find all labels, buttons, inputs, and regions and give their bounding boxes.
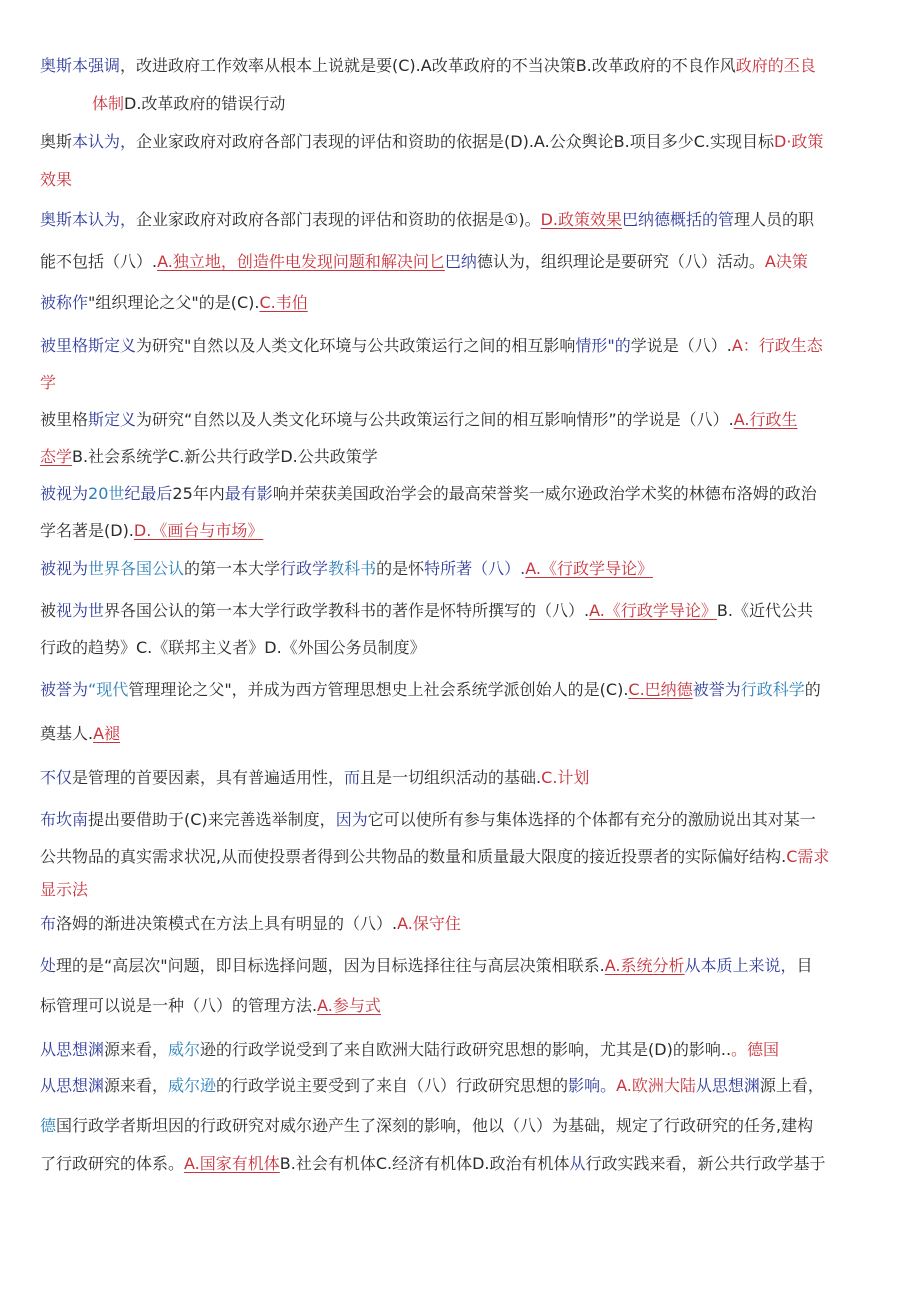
text-segment: 了行政研究的体系。	[40, 1154, 185, 1173]
text-segment: 从思想渊	[695, 1076, 760, 1095]
text-segment: 被誉为	[692, 680, 741, 699]
text-segment: 世界各国公认	[88, 559, 185, 578]
text-line	[40, 880, 885, 900]
text-segment: “现代	[88, 680, 129, 699]
text-segment: 体制	[92, 94, 125, 113]
text-segment: 源上看，	[759, 1076, 824, 1095]
text-segment: 威尔	[168, 1040, 201, 1059]
answer-highlight: A.系统分析	[604, 956, 685, 975]
text-segment: 学	[40, 373, 57, 392]
text-segment: 显示法	[40, 880, 89, 899]
answer-highlight: A.《行政学导论》	[525, 559, 653, 578]
text-line	[40, 336, 885, 356]
text-line	[40, 847, 885, 867]
text-segment: 布	[40, 914, 57, 933]
text-segment: C.计划	[541, 768, 590, 787]
text-segment: 行政实践来看，新公共行政学基于	[585, 1154, 826, 1173]
text-line	[40, 996, 885, 1016]
answer-highlight: A.独立地，创造件电发现问题和解决问匕	[157, 252, 445, 271]
text-line	[40, 1076, 885, 1096]
text-segment: 为研究"自然以及人类文化环境与公共政策运行之间的相互影响	[136, 336, 576, 355]
text-segment: 奠基人.	[40, 724, 94, 743]
text-line	[40, 768, 885, 788]
text-segment: 的行政学说主要受到了来自（八）行政研究思想的	[216, 1076, 569, 1095]
text-segment: 布坎南	[40, 810, 89, 829]
text-segment: 国行政学者斯坦因的行政研究对威尔逊产生了深刻的影响，他以（八）为基础，规定了行政研究的任务,建构	[56, 1116, 814, 1135]
text-segment: 视为世	[56, 601, 105, 620]
text-segment: 奥斯本认为，	[40, 210, 137, 229]
text-segment: 影响。	[568, 1076, 617, 1095]
text-segment: 。德国	[731, 1040, 780, 1059]
text-line	[40, 521, 885, 541]
text-segment: 的是怀	[376, 559, 425, 578]
text-line	[40, 252, 885, 272]
text-line	[40, 724, 885, 744]
text-segment: 管理理论之父"，并成为西方管理思想史上社会系统学派创始人的是(C).	[128, 680, 629, 699]
answer-highlight: A.国家有机体	[184, 1154, 280, 1173]
text-segment: 理的是“高层次"问题，即目标选择问题，因为目标选择往往与高层决策相联系.	[56, 956, 605, 975]
text-line	[40, 956, 885, 976]
text-segment: D·政策	[774, 132, 824, 151]
text-segment: 最有影	[224, 484, 273, 503]
text-segment: 理人员的职	[734, 210, 815, 229]
text-segment: A.欧洲大陆	[616, 1076, 696, 1095]
text-line	[40, 132, 885, 152]
text-line	[40, 447, 885, 467]
text-segment: 不仅	[40, 768, 73, 787]
text-line	[40, 170, 885, 190]
answer-highlight: A.行政生	[733, 410, 798, 429]
text-segment: 特所著（八）.	[424, 559, 526, 578]
answer-highlight: D.《画台与市场》	[133, 521, 264, 540]
text-segment: 德认为，组织理论是要研究（八）活动。	[476, 252, 765, 271]
text-segment: A决策	[764, 252, 808, 271]
text-segment: 源来看，	[104, 1076, 169, 1095]
text-line	[40, 559, 885, 579]
text-line	[40, 56, 885, 76]
text-segment: 公共物品的真实需求状况,从而使投票者得到公共物品的数量和质量最大限度的接近投票者的实际偏好结构.	[40, 847, 787, 866]
text-line	[40, 914, 885, 934]
text-segment: ，改进政府工作效率从根本上说就是要(C).A改革政府的不当决策B.改革政府的不良作风	[120, 56, 736, 75]
text-line	[40, 210, 885, 230]
text-segment: 25年内	[172, 484, 225, 503]
text-segment: 目	[796, 956, 813, 975]
answer-highlight: C.巴纳德	[628, 680, 693, 699]
answer-highlight: C.韦伯	[259, 293, 308, 312]
text-line	[40, 1154, 885, 1174]
answer-highlight: A.《行政学导论》	[589, 601, 717, 620]
text-segment: 为研究“自然以及人类文化环境与公共政策运行之间的相互影响情形”的学说是（八）.	[136, 410, 734, 429]
text-segment: 处	[40, 956, 57, 975]
text-segment: 企业家政府对政府各部门表现的评估和资助的依据是①)。	[136, 210, 541, 229]
text-segment: A.保守住	[397, 914, 461, 933]
text-segment: 德	[40, 1116, 57, 1135]
text-line	[40, 601, 885, 621]
text-segment: 本认为，	[72, 132, 137, 151]
text-segment: C需求	[786, 847, 830, 866]
text-segment: 行政的趋势》C.《联邦主义者》D.《外国公务员制度》	[40, 638, 426, 657]
text-segment: 行政科学	[740, 680, 805, 699]
text-segment: 是管理的首要因素，具有普遍适用性，	[72, 768, 345, 787]
text-segment: 而	[344, 768, 361, 787]
text-segment: 从本质上来说，	[684, 956, 797, 975]
text-segment: 情形"的	[575, 336, 631, 355]
text-segment: A：行政生态	[731, 336, 823, 355]
text-segment: 能不包括（八）.	[40, 252, 158, 271]
text-segment: 被	[40, 601, 57, 620]
text-line	[92, 94, 882, 114]
text-segment: 因为	[335, 810, 368, 829]
text-line	[40, 484, 885, 504]
text-segment: 20世	[88, 484, 125, 503]
text-segment: D.改革政府的错误行动	[124, 94, 286, 113]
text-segment: 学名著是(D).	[40, 521, 134, 540]
text-segment: 学说是（八）.	[630, 336, 732, 355]
text-segment: 响并荣获美国政治学会的最高荣誉奖一威尔逊政治学术奖的林德布洛姆的政治	[272, 484, 817, 503]
text-segment: 奥斯本强调	[40, 56, 121, 75]
text-line	[40, 293, 885, 313]
text-segment: 被视为	[40, 484, 89, 503]
text-segment: 企业家政府对政府各部门表现的评估和资助的依据是(D).A.公众舆论B.项目多少C.实现目标	[136, 132, 774, 151]
text-segment: B.社会系统学C.新公共行政学D.公共政策学	[72, 447, 378, 466]
text-line	[40, 810, 885, 830]
text-segment: 被视为	[40, 559, 89, 578]
text-segment: 行政学	[280, 559, 329, 578]
text-segment: 效果	[40, 170, 73, 189]
text-segment: 纪最后	[124, 484, 173, 503]
text-line	[40, 680, 885, 700]
text-segment: 被里格	[40, 410, 89, 429]
text-segment: 从思想渊	[40, 1076, 105, 1095]
answer-highlight: 态学	[40, 447, 73, 466]
text-segment: 政府的丕良	[735, 56, 816, 75]
text-segment: B.社会有机体C.经济有机体D.政治有机体	[279, 1154, 570, 1173]
text-segment: 斯定义	[88, 410, 137, 429]
text-segment: 的	[804, 680, 821, 699]
text-segment: 从	[569, 1154, 586, 1173]
text-segment: 教科书	[328, 559, 377, 578]
text-segment: 标管理可以说是一种（八）的管理方法.	[40, 996, 318, 1015]
text-line	[40, 1116, 885, 1136]
text-line	[40, 373, 885, 393]
text-segment: 的第一本大学	[184, 559, 281, 578]
text-segment: 且是一切组织活动的基础.	[360, 768, 542, 787]
text-segment: 巴纳	[444, 252, 477, 271]
text-segment: "组织理论之父"的是(C).	[88, 293, 260, 312]
text-segment: 提出要借助于(C)来完善选举制度，	[88, 810, 336, 829]
text-segment: 源来看，	[104, 1040, 169, 1059]
text-segment: B.《近代公共	[716, 601, 813, 620]
text-segment: 被里格斯定义	[40, 336, 137, 355]
text-segment: 巴纳德概括的管	[622, 210, 735, 229]
text-line	[40, 638, 885, 658]
text-segment: 逊的行政学说受到了来自欧洲大陆行政研究思想的影响，尤其是(D)的影响..	[200, 1040, 732, 1059]
text-segment: 洛姆的渐进决策模式在方法上具有明显的（八）.	[56, 914, 398, 933]
text-segment: 界各国公认的第一本大学行政学教科书的著作是怀特所撰写的（八）.	[104, 601, 590, 620]
text-segment: 威尔逊	[168, 1076, 217, 1095]
text-segment: 被称作	[40, 293, 89, 312]
answer-highlight: D.政策效果	[540, 210, 623, 229]
text-segment: 被誉为	[40, 680, 89, 699]
text-segment: 奥斯	[40, 132, 73, 151]
text-segment: 它可以使所有参与集体选择的个体都有充分的激励说出其对某一	[367, 810, 816, 829]
answer-highlight: A.参与式	[317, 996, 381, 1015]
text-segment: 从思想渊	[40, 1040, 105, 1059]
text-line	[40, 410, 885, 430]
answer-highlight: A褪	[93, 724, 121, 743]
text-line	[40, 1040, 885, 1060]
